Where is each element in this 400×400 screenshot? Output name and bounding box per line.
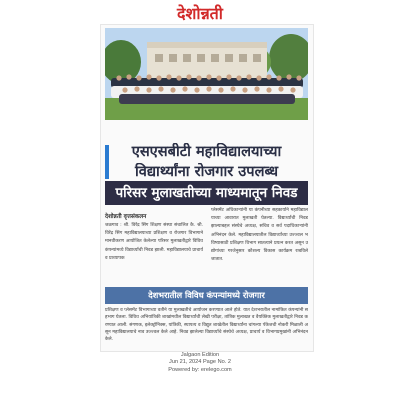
news-clipping [100, 24, 314, 352]
dateline: देशोन्नती वृत्तसंकलन [105, 214, 147, 220]
edition-date-page: Jun 21, 2024 Page No. 2 [169, 359, 231, 366]
edition-name: Jalgaon Edition [180, 352, 220, 358]
edition-footer [150, 352, 250, 374]
headline-band: परिसर मुलाखतीच्या माध्यमातून निवड [105, 181, 308, 205]
powered-by: Powered by: erelego.com [168, 366, 232, 373]
headline-line-1: एसएसबीटी महाविद्यालयाच्या [131, 143, 282, 160]
group-photo [105, 28, 308, 120]
article-column-left: जळगाव : श्री. विरेंद्र सिंग शिक्षण संस्था संचालित कै. श्री. विरेंद्र सिंग महाविद्यालयाच्या प्रशिक्षण व रोजगार विभागाने मानवीकरण आयोजित केलेल्या परिसर मुलाखतीद्वारे विविध कंपन्यांमध्ये विद्यार्थ्यांची निवड झाली. महाविद्यालयाचे प्राचार्य व प्राध्यापक [105, 223, 203, 261]
headline-line-2: विद्यार्थ्यांना रोजगार उपलब्ध [134, 163, 279, 180]
article-column-right: प्लेसमेंट अधिकाऱ्यांनी या कंपनीच्या सहकार्याने महाविद्यालयाच्या आवारात मुलाखती घेतल्या. विद्यार्थ्यांची निवड झाल्याबद्दल संस्थेचे अध्यक्ष, सचिव व सर्व पदाधिकाऱ्यांनी अभिनंदन केले. महाविद्यालयातील विद्यार्थ्यांच्या उज्ज्वल भविष्यासाठी प्रशिक्षण विभाग सातत्याने प्रयत्न करत असून उद्योगांच्या गरजेनुसार कौशल्य विकास कार्यक्रम राबविले जातात. [211, 208, 308, 263]
subheading-band: देशभरातील विविध कंपन्यांमध्ये रोजगार [105, 287, 308, 304]
article-column-bottom: प्रशिक्षण व प्लेसमेंट विभागाच्या वतीने या मुलाखतीचे आयोजन करण्यात आले होते. यात देशभरातील नामांकित कंपन्यांनी सहभाग घेतला. विविध अभियांत्रिकी शाखांमधील विद्यार्थ्यांची लेखी परीक्षा, तांत्रिक मुलाखत व वैयक्तिक मुलाखतीद्वारे निवड करण्यात आली. संगणक, इलेक्ट्रॉनिक्स, यांत्रिकी, स्थापत्य व विद्युत शाखेतील विद्यार्थ्यांना चांगल्या पॅकेजची नोकरी मिळाली असून महाविद्यालयाचे नाव उज्ज्वल केले आहे. निवड झालेल्या विद्यार्थ्यांचे संस्थेचे अध्यक्ष, प्राचार्य व विभागप्रमुखांनी अभिनंदन केले. [105, 308, 308, 343]
newspaper-masthead: देशोन्नती [177, 4, 223, 23]
